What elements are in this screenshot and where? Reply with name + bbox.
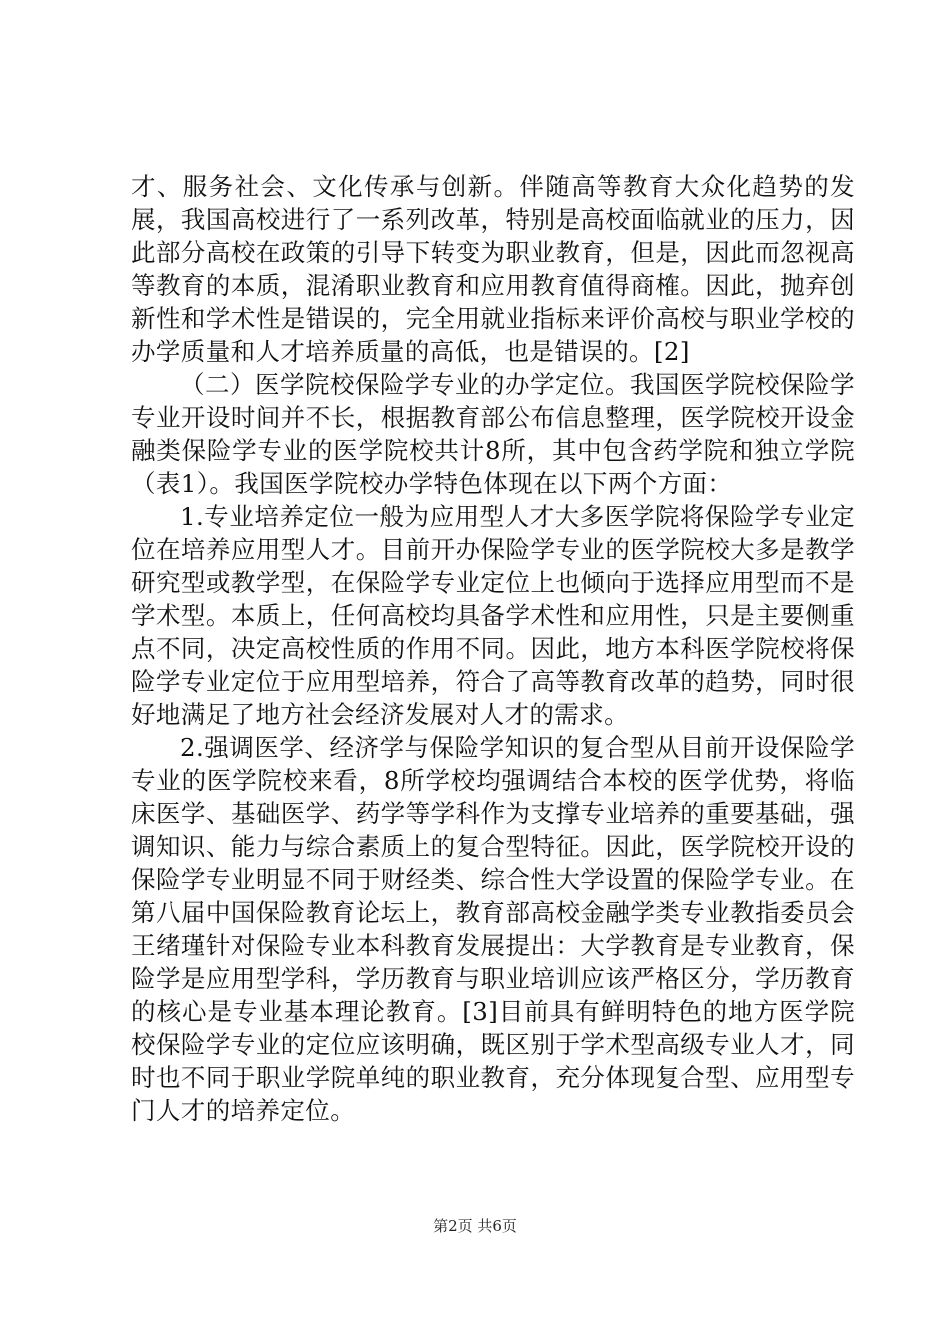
paragraph-section-two: （二）医学院校保险学专业的办学定位。我国医学院校保险学专业开设时间并不长，根据教育部公布信息整理，医学院校开设金融类保险学专业的医学院校共计8所，其中包含药学院和独立学院（表1）。我国医学院校办学特色体现在以下两个方面： — [131, 370, 855, 498]
body-text — [131, 170, 855, 1127]
paragraph-continuation: 才、服务社会、文化传承与创新。伴随高等教育大众化趋势的发展，我国高校进行了一系列改革，特别是高校面临就业的压力，因此部分高校在政策的引导下转变为职业教育，但是，因此而忽视高等教育的本质，混淆职业教育和应用教育值得商榷。因此，抛弃创新性和学术性是错误的，完全用就业指标来评价高校与职业学校的办学质量和人才培养质量的高低，也是错误的。[2] — [131, 172, 855, 366]
paragraph-point-one: 1.专业培养定位一般为应用型人才大多医学院将保险学专业定位在培养应用型人才。目前开办保险学专业的医学院校大多是教学研究型或教学型，在保险学专业定位上也倾向于选择应用型而不是学术型。本质上，任何高校均具备学术性和应用性，只是主要侧重点不同，决定高校性质的作用不同。因此，地方本科医学院校将保险学专业定位于应用型培养，符合了高等教育改革的趋势，同时很好地满足了地方社会经济发展对人才的需求。 — [131, 502, 855, 729]
paragraph-point-two: 2.强调医学、经济学与保险学知识的复合型从目前开设保险学专业的医学院校来看，8所学校均强调结合本校的医学优势，将临床医学、基础医学、药学等学科作为支撑专业培养的重要基础，强调知识、能力与综合素质上的复合型特征。因此，医学院校开设的保险学专业明显不同于财经类、综合性大学设置的保险学专业。在第八届中国保险教育论坛上，教育部高校金融学类专业教指委员会王绪瑾针对保险专业本科教育发展提出：大学教育是专业教育，保险学是应用型学科，学历教育与职业培训应该严格区分，学历教育的核心是专业基本理论教育。[3]目前具有鲜明特色的地方医学院校保险学专业的定位应该明确，既区别于学术型高级专业人才，同时也不同于职业学院单纯的职业教育，充分体现复合型、应用型专门人才的培养定位。 — [131, 733, 855, 1125]
page-footer: 第2页 共6页 — [433, 1217, 517, 1235]
